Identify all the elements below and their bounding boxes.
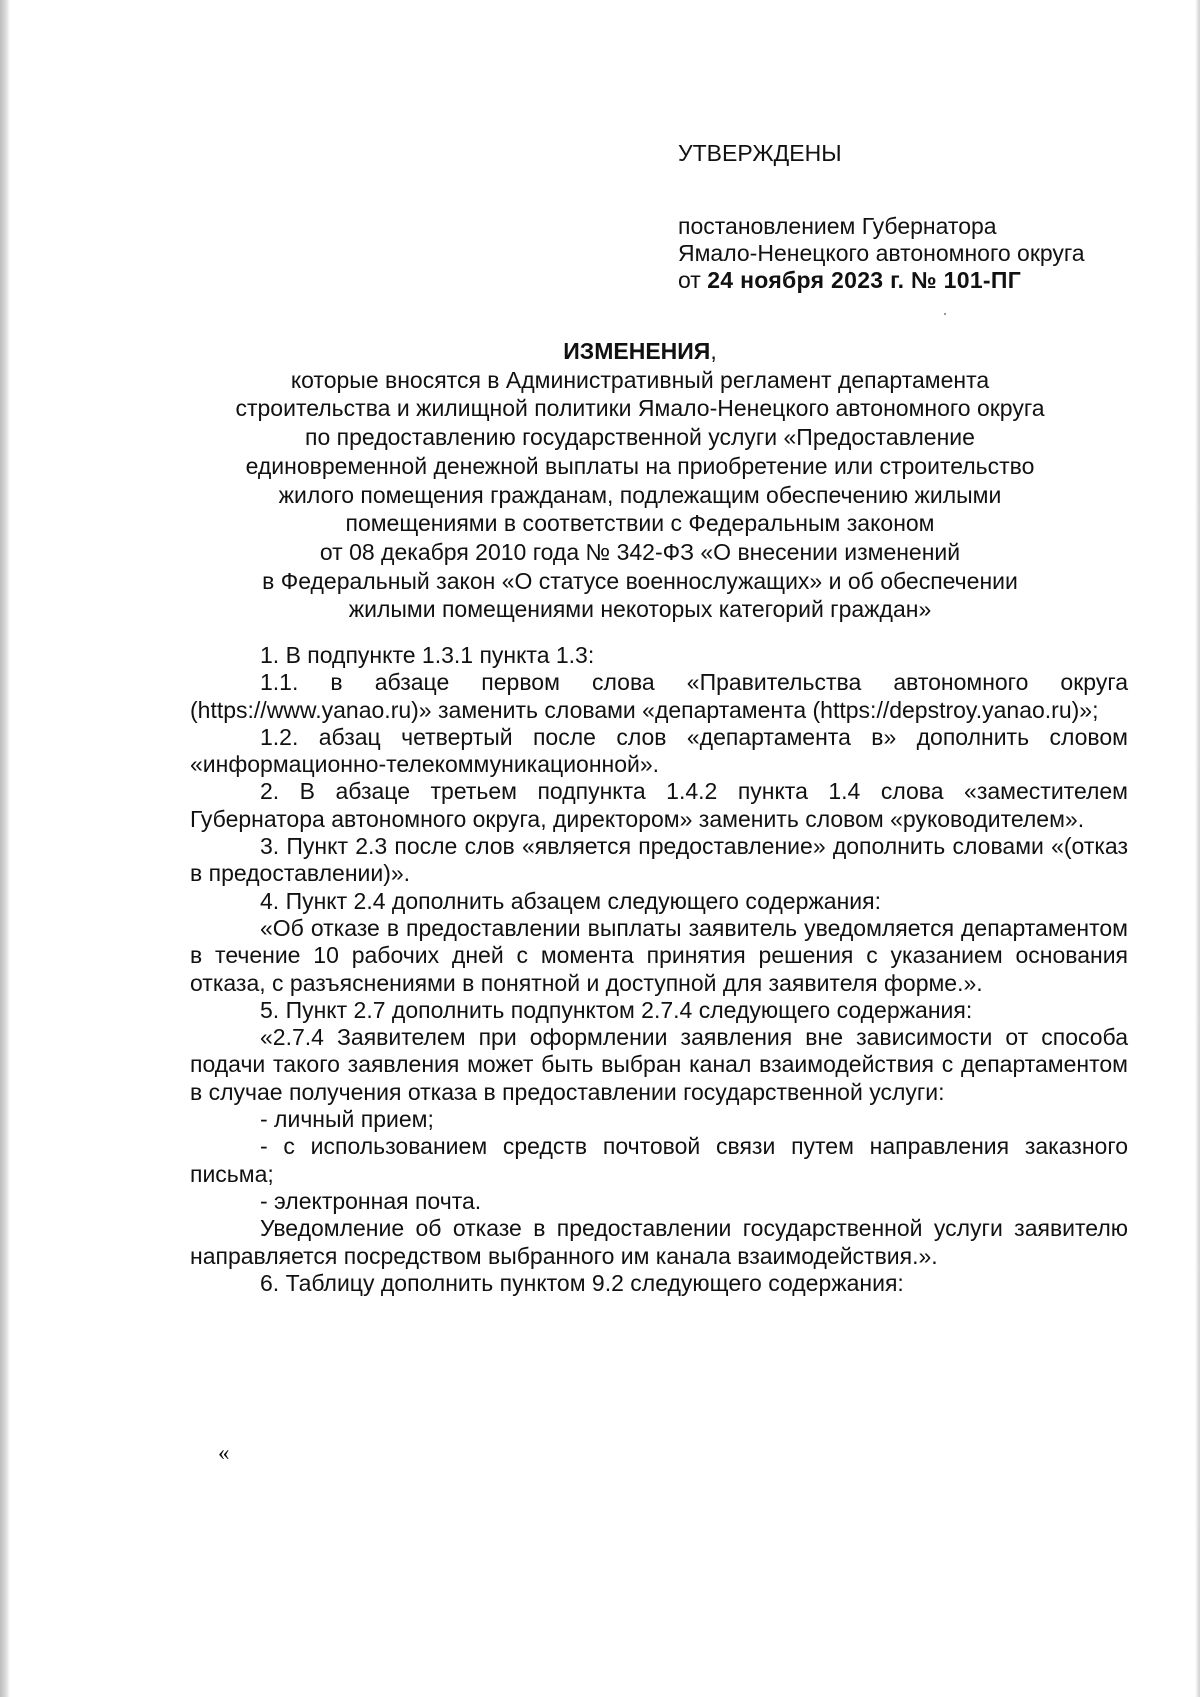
title-heading [200, 337, 1080, 366]
paragraph-1: 1. В подпункте 1.3.1 пункта 1.3: [260, 642, 595, 668]
approval-word: УТВЕРЖДЕНЫ [678, 140, 842, 166]
title-line: помещениями в соответствии с Федеральным законом [345, 510, 935, 537]
title-heading-word: ИЗМЕНЕНИЯ [563, 338, 711, 364]
title-line: которые вносятся в Административный регламент департамента [290, 366, 990, 393]
scan-speck [944, 313, 946, 315]
title-line: по предоставлению государственной услуги «Предоставление [305, 424, 975, 451]
approval-line-1: постановлением Губернатора [678, 213, 997, 239]
paragraph-1-2: 1.2. абзац четвертый после слов «департамента в» дополнить словом «информационно-телекоммуникационной». [190, 723, 1128, 778]
list-item-postal: - с использованием средств почтовой связи путем направления заказного письма; [190, 1133, 1128, 1187]
approval-line-2: Ямало-Ненецкого автономного округа [678, 240, 1085, 266]
trailing-quote-mark: « [218, 1440, 230, 1465]
paragraph-2: 2. В абзаце третьем подпункта 1.4.2 пункта 1.4 слова «заместителем Губернатора автономного округа, директором» заменить словом «руководителем». [190, 778, 1128, 832]
document-body [190, 642, 1128, 1297]
scan-edge-right [1195, 0, 1200, 1697]
title-line: жилого помещения гражданам, подлежащим обеспечению жилыми [278, 481, 1002, 508]
paragraph-4-quote: «Об отказе в предоставлении выплаты заявитель уведомляется департаментом в течение 10 рабочих дней с момента принятия решения с указанием основания отказа, с разъяснениями в понятной и доступной для заявителя форме.». [190, 914, 1128, 996]
scan-edge-left [0, 0, 10, 1697]
title-line: единовременной денежной выплаты на приобретение или строительство [245, 452, 1035, 479]
approval-date-line [678, 267, 1148, 294]
title-line: от 08 декабря 2010 года № 342-ФЗ «О внесении изменений [319, 538, 961, 565]
paragraph-notification: Уведомление об отказе в предоставлении государственной услуги заявителю направляется посредством выбранного им канала взаимодействия.». [190, 1215, 1128, 1269]
title-line: строительства и жилищной политики Ямало-Ненецкого автономного округа [235, 395, 1045, 422]
approval-date-value: 24 ноября 2023 г. № 101-ПГ [707, 267, 1022, 293]
approval-stamp [678, 140, 1148, 294]
paragraph-1-1: 1.1. в абзаце первом слова «Правительства автономного округа (https://www.yanao.ru)» заменить словами «департамента (https://depstroy.yanao.ru)»; [190, 669, 1128, 723]
paragraph-3: 3. Пункт 2.3 после слов «является предоставление» дополнить словами «(отказ в предоставлении)». [190, 833, 1128, 887]
list-item-email: - электронная почта. [260, 1187, 482, 1214]
list-item-personal: - личный прием; [260, 1106, 434, 1133]
title-line: жилыми помещениями некоторых категорий граждан» [348, 596, 932, 623]
paragraph-6: 6. Таблицу дополнить пунктом 9.2 следующего содержания: [260, 1269, 904, 1296]
paragraph-5-quote: «2.7.4 Заявителем при оформлении заявления вне зависимости от способа подачи такого заявления может быть выбран канал взаимодействия с департаментом в случае получения отказа в предоставлении государственной услуги: [190, 1024, 1128, 1105]
approval-date-prefix: от [678, 267, 701, 293]
title-heading-suffix: , [710, 338, 717, 364]
paragraph-4: 4. Пункт 2.4 дополнить абзацем следующего содержания: [260, 887, 881, 914]
title-line: в Федеральный закон «О статусе военнослужащих» и об обеспечении [262, 567, 1018, 594]
paragraph-5: 5. Пункт 2.7 дополнить подпунктом 2.7.4 следующего содержания: [260, 996, 973, 1023]
document-title [200, 337, 1080, 624]
